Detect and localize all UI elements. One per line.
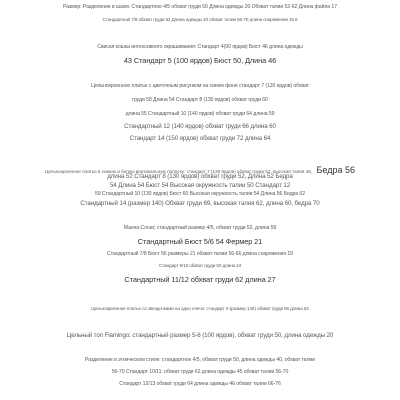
text-line: Стандарт 12/13 обхват груди 64 длина одежды 46 обхват талии 66-76 xyxy=(119,381,281,387)
text-line: Стандартный 7/8 обхват груди 62 Длина одежды 20 обхват талии 56-70 длина снаряжения 15.5 xyxy=(102,17,298,22)
text-line: 59 Стандартный 10 (130 ярдов) Бюст 60 Высокая окружность талии 54 Длина 56 Бедра 62 xyxy=(95,191,305,197)
text-line: Стандартный Бюст 5/6 54 Фермер 21 xyxy=(137,237,263,246)
text-line: Цельнокроенное платье в синюю и белую вертикальную полоску: стандарт 7 (120 ярдов) обхват груди 52, высокая талия 46, xyxy=(45,169,313,174)
text-line: Стандарт 14 (150 ярдов) обхват груди 72 длина 64 xyxy=(129,135,271,142)
text-line: длина 55 Стандартный 10 (140 ярдов) обхват груди 64 длина 59 xyxy=(125,111,275,117)
text-line: Свисая кошка интенсивного окрашивания: Стандарт 4(90 ярдов) Бюст 46 длина одежды xyxy=(97,44,303,50)
text-line: Стандартный 11/12 обхват груди 62 длина 27 xyxy=(124,275,276,284)
text-line: Стандартный 7/8 Бюст 56 размеры 21 обхват талии 56-66 длина снаряжения 19 xyxy=(107,251,293,257)
text-line: Цельнокроенное платье со звездочками на одно плечо: стандарт 6 (размер 130) обхват груди 56 длина 52 xyxy=(91,306,309,311)
text-line: Разделение в этническом стиле: стандартное 4/5, обхват груди 50, длина одежды 40, обхват талии xyxy=(85,357,315,363)
text-line: Размер: Разделение в шахм. Стандартное 4/5 обхват груди 50 Длина одежды 20 Обхват талии 52-62 Длина файла 17 xyxy=(62,4,338,10)
text-line: Манча Слоат, стандартный размер 4/5, обхват груди 52, длина 59 xyxy=(123,225,277,231)
text-line: 43 Стандарт 5 (100 ярдов) Бюст 50, Длина 46 xyxy=(123,56,277,65)
text-line: 54 Длина 54 Бюст 54 Высокая окружность талии 50 Стандарт 12 xyxy=(109,182,291,189)
text-line: длина 52 Стандарт 8 (130 ярдов) обхват груди 52, Длина 52 Бедра xyxy=(107,173,293,180)
text-line: 56-70 Стандарт 10/11: обхват груди 62 длина одежды 45 обхват талии 56-70 xyxy=(111,369,289,375)
text-line: Стандартный 12 (140 ярдов) обхват груди 66 длина 60 xyxy=(124,123,276,130)
text-line: Цельный топ Flamingo: стандартный размер 5-6 (100 ярдов), обхват груди 50, длина одежды 20 xyxy=(66,332,334,339)
text-line: Цельнокроенное платье с цветочным рисунком на синем фоне стандарт 7 (120 ярдов) обхват xyxy=(91,83,309,89)
text-line: груди 58 Длина 54 Стандарт 8 (130 ярдов) обхват груди 60 xyxy=(132,97,268,103)
hip-measure-label: Бедра 56 xyxy=(316,165,355,175)
text-line: Стандарт 9/10 обхват груди 60 длина 24 xyxy=(158,263,242,268)
text-line: Стандартный 14 (размер 140) Обхват груди 69, высокая талия 62, длина 60, бедра 70 xyxy=(80,200,320,207)
